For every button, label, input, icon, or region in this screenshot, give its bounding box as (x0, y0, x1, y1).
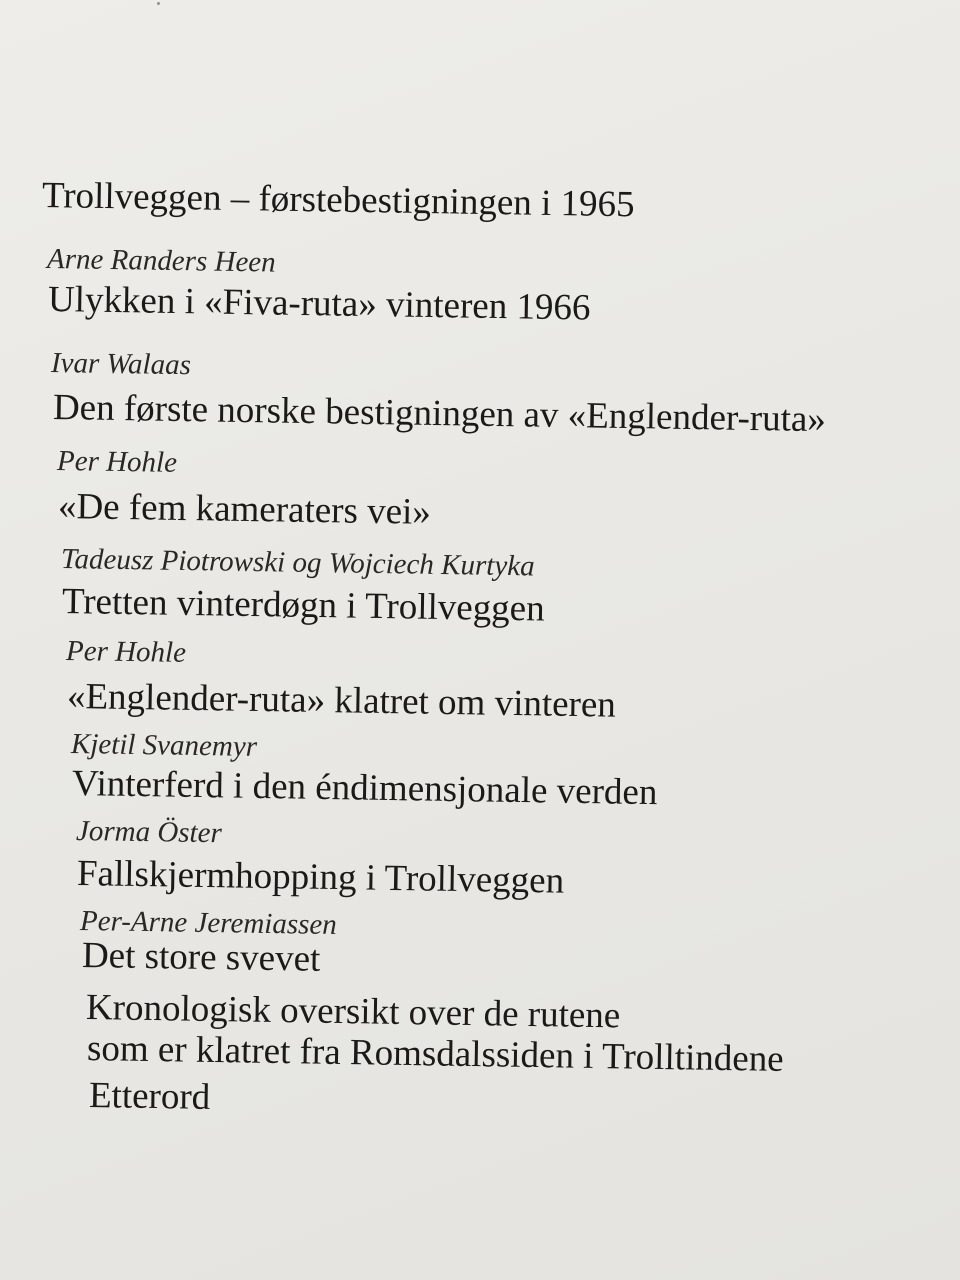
entry-title-5: Tretten vinterdøgn i Trollveggen (61, 581, 545, 630)
afterword-title: Etterord (88, 1075, 211, 1118)
entry-title-7: Vinterferd i den éndimensjonale verden (71, 763, 658, 814)
entry-author-7: Jorma Öster (75, 815, 223, 850)
entry-author-1: Arne Randers Heen (46, 243, 276, 279)
entry-title-4: «De fem kameraters vei» (57, 486, 432, 533)
entry-author-2: Ivar Walaas (50, 347, 192, 382)
entry-title-9: Det store svevet (81, 935, 321, 980)
paper-speck (157, 2, 160, 5)
appendix-line-1: Kronologisk oversikt over de rutene (85, 987, 621, 1037)
entry-author-4: Tadeusz Piotrowski og Wojciech Kurtyka (60, 543, 535, 583)
entry-title-1: Trollveggen – førstebestigningen i 1965 (41, 175, 635, 226)
entry-author-5: Per Hohle (65, 635, 187, 669)
entry-title-8: Fallskjermhopping i Trollveggen (76, 853, 565, 902)
entry-title-2: Ulykken i «Fiva-ruta» vinteren 1966 (47, 279, 591, 329)
entry-author-6: Kjetil Svanemyr (70, 728, 258, 763)
entry-title-3: Den første norske bestigningen av «Englender-ruta» (52, 387, 827, 441)
entry-title-6: «Englender-ruta» klatret om vinteren (66, 676, 617, 726)
appendix-line-2: som er klatret fra Romsdalssiden i Trolltindene (86, 1028, 784, 1080)
entry-author-3: Per Hohle (56, 445, 178, 479)
entry-author-8: Per-Arne Jeremiassen (79, 905, 338, 942)
